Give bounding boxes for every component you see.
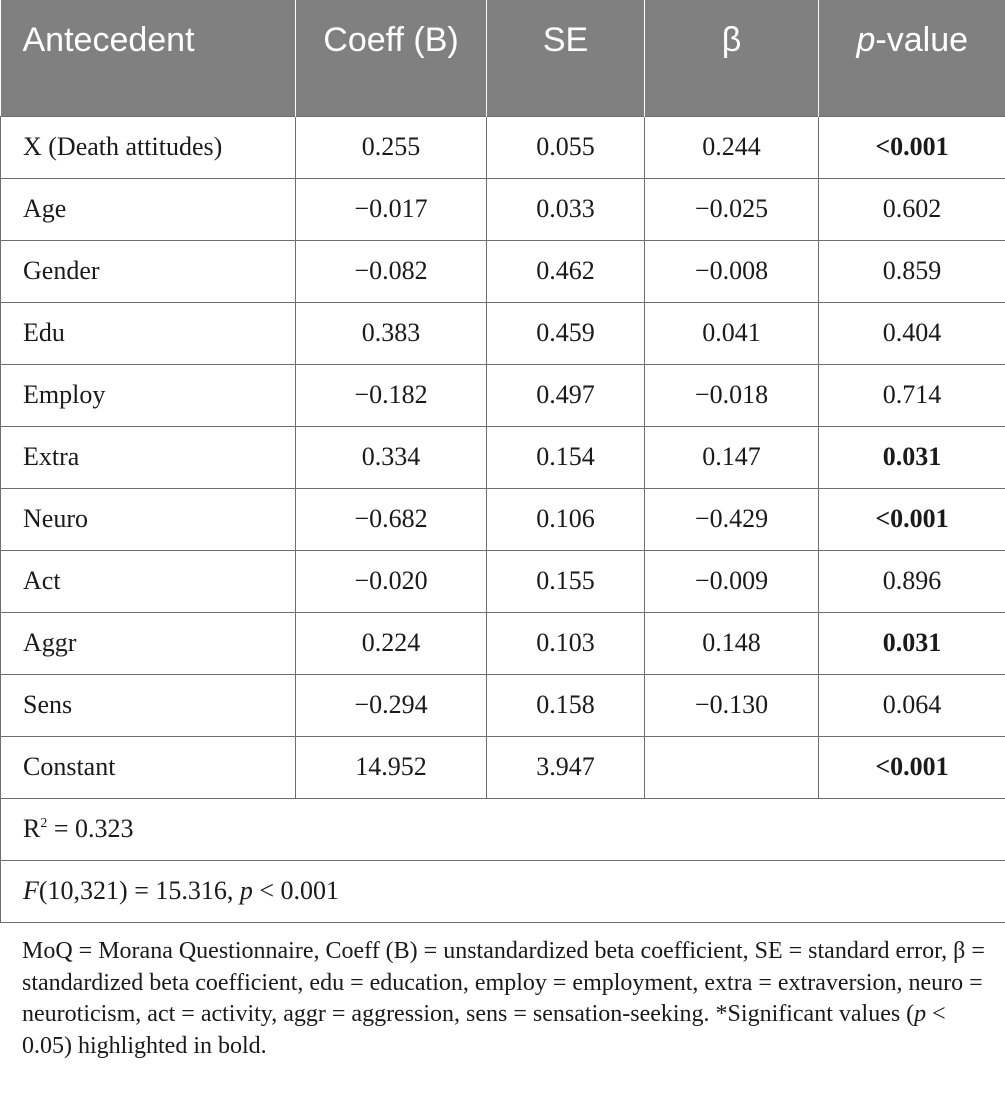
header-se: SE xyxy=(487,0,645,116)
cell-coeff: −0.017 xyxy=(296,178,487,240)
cell-coeff: 0.383 xyxy=(296,302,487,364)
row-label: Age xyxy=(1,178,296,240)
table-row xyxy=(1,674,1005,736)
cell-se: 0.103 xyxy=(487,612,645,674)
cell-beta xyxy=(645,736,819,798)
cell-p-value: 0.404 xyxy=(819,302,1005,364)
cell-coeff: −0.682 xyxy=(296,488,487,550)
cell-se: 0.154 xyxy=(487,426,645,488)
cell-p-value-text: 0.031 xyxy=(882,628,942,657)
cell-p-value: 0.859 xyxy=(819,240,1005,302)
table-row xyxy=(1,364,1005,426)
cell-p-value: 0.714 xyxy=(819,364,1005,426)
table-row xyxy=(1,116,1005,178)
cell-beta: −0.008 xyxy=(645,240,819,302)
cell-beta: −0.429 xyxy=(645,488,819,550)
cell-beta: −0.130 xyxy=(645,674,819,736)
cell-p-value: 0.064 xyxy=(819,674,1005,736)
f-stat-f: F xyxy=(23,876,39,905)
header-p-value xyxy=(819,0,1005,116)
table-header-row xyxy=(1,0,1005,116)
row-label: Neuro xyxy=(1,488,296,550)
f-stat-p: p xyxy=(239,876,253,905)
table-row xyxy=(1,240,1005,302)
row-label: Constant xyxy=(1,736,296,798)
cell-coeff: −0.182 xyxy=(296,364,487,426)
cell-coeff: 0.334 xyxy=(296,426,487,488)
cell-coeff: −0.020 xyxy=(296,550,487,612)
cell-beta: −0.009 xyxy=(645,550,819,612)
header-p-rest: -value xyxy=(875,21,969,59)
f-stat-row xyxy=(1,860,1005,922)
cell-p-value xyxy=(819,488,1005,550)
footnote-p: p xyxy=(914,1001,927,1027)
table-row xyxy=(1,550,1005,612)
row-label: Aggr xyxy=(1,612,296,674)
cell-p-value-text: 0.031 xyxy=(882,442,942,471)
cell-se: 0.106 xyxy=(487,488,645,550)
cell-p-value: 0.602 xyxy=(819,178,1005,240)
row-label: Employ xyxy=(1,364,296,426)
cell-p-value xyxy=(819,612,1005,674)
cell-coeff: −0.082 xyxy=(296,240,487,302)
cell-p-value xyxy=(819,116,1005,178)
r-squared-prefix: R xyxy=(23,814,41,843)
cell-p-value xyxy=(819,736,1005,798)
r-squared-cell xyxy=(1,798,1005,860)
row-label: Act xyxy=(1,550,296,612)
cell-beta: −0.018 xyxy=(645,364,819,426)
row-label: Extra xyxy=(1,426,296,488)
cell-p-value-text: <0.001 xyxy=(875,752,949,781)
row-label: Sens xyxy=(1,674,296,736)
r-squared-sup: 2 xyxy=(40,816,48,831)
f-stat-cell xyxy=(1,860,1005,922)
cell-beta: 0.041 xyxy=(645,302,819,364)
r-squared-row xyxy=(1,798,1005,860)
cell-coeff: 0.255 xyxy=(296,116,487,178)
cell-coeff: −0.294 xyxy=(296,674,487,736)
cell-coeff: 0.224 xyxy=(296,612,487,674)
cell-p-value-text: <0.001 xyxy=(875,132,949,161)
cell-se: 0.462 xyxy=(487,240,645,302)
f-stat-rest1: (10,321) = 15.316, xyxy=(38,876,240,905)
table-row xyxy=(1,426,1005,488)
table-row xyxy=(1,736,1005,798)
table-body xyxy=(1,116,1005,922)
cell-se: 0.055 xyxy=(487,116,645,178)
table-row xyxy=(1,178,1005,240)
footnote-part1: MoQ = Morana Questionnaire, Coeff (B) = unstandardized beta coefficient, SE = standard error, β = standardized beta coefficient, edu = education, employ = employment, extra = extraversion, neuro = neuroticism, act = activity, aggr = aggression, sens = sensation-seeking. *Significant values ( xyxy=(22,938,985,1027)
cell-coeff: 14.952 xyxy=(296,736,487,798)
row-label: Edu xyxy=(1,302,296,364)
row-label: Gender xyxy=(1,240,296,302)
cell-se: 0.459 xyxy=(487,302,645,364)
f-stat-rest2: < 0.001 xyxy=(252,876,340,905)
cell-beta: 0.148 xyxy=(645,612,819,674)
cell-se: 0.033 xyxy=(487,178,645,240)
table-row xyxy=(1,488,1005,550)
table-row xyxy=(1,612,1005,674)
footnote-part2: < 0.05) highlighted in bold. xyxy=(22,1001,946,1059)
cell-beta: 0.147 xyxy=(645,426,819,488)
header-p-italic: p xyxy=(856,21,876,59)
cell-beta: 0.244 xyxy=(645,116,819,178)
cell-se: 0.497 xyxy=(487,364,645,426)
cell-se: 3.947 xyxy=(487,736,645,798)
cell-se: 0.155 xyxy=(487,550,645,612)
table-row xyxy=(1,302,1005,364)
header-antecedent: Antecedent xyxy=(1,0,296,116)
cell-p-value xyxy=(819,426,1005,488)
cell-p-value-text: <0.001 xyxy=(875,504,949,533)
header-beta: β xyxy=(645,0,819,116)
r-squared-value: = 0.323 xyxy=(47,814,134,843)
cell-se: 0.158 xyxy=(487,674,645,736)
cell-beta: −0.025 xyxy=(645,178,819,240)
row-label: X (Death attitudes) xyxy=(1,116,296,178)
cell-p-value: 0.896 xyxy=(819,550,1005,612)
table-footnote xyxy=(22,936,997,1062)
header-coeff: Coeff (B) xyxy=(296,0,487,116)
